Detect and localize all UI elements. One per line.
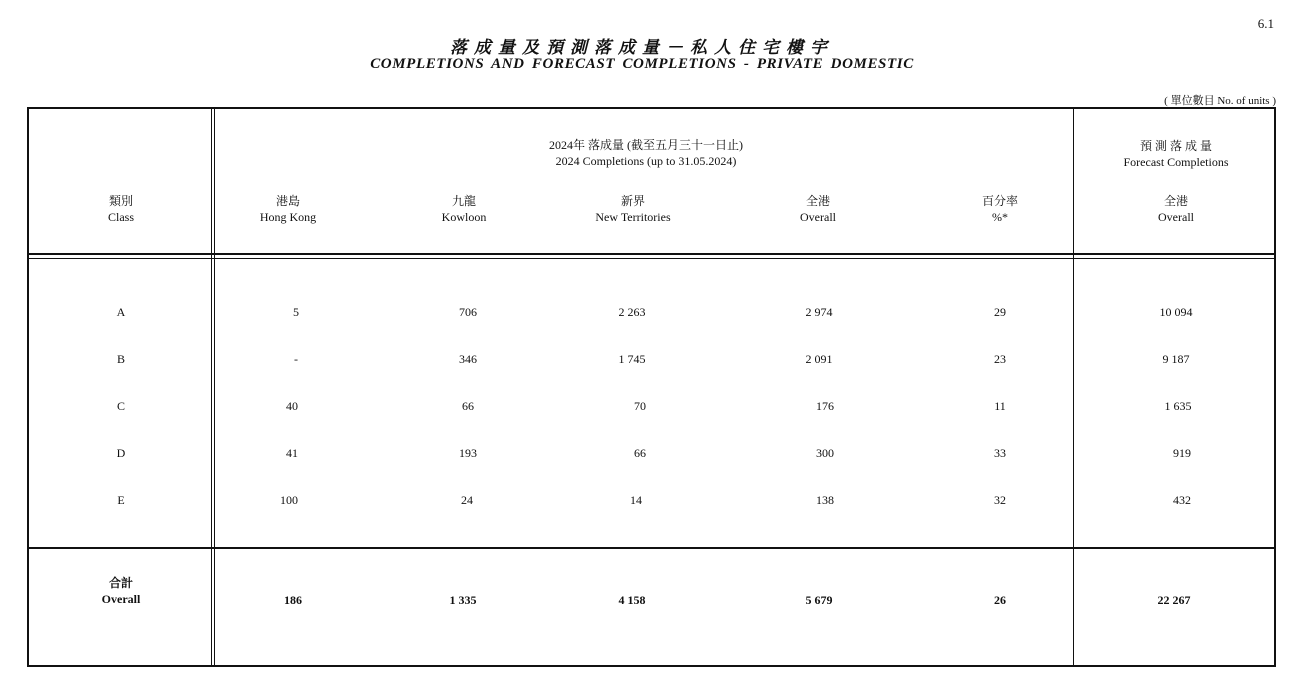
completions-group-header-zh: 2024年 落成量 (截至五月三十一日止) (549, 138, 743, 152)
cell-percentage: 33 (994, 446, 1006, 460)
cell-overall: 2 091 (805, 352, 833, 366)
column-header-overall-zh: 全港 (805, 194, 830, 208)
cell-overall: 300 (816, 446, 834, 460)
cell-new-territories: 1 745 (618, 352, 646, 366)
cell-kowloon: 24 (461, 493, 473, 507)
cell-overall: 2 974 (805, 305, 833, 319)
column-header-hong-kong-en: Hong Kong (259, 210, 317, 224)
cell-hong-kong: 5 (293, 305, 299, 319)
cell-percentage: 23 (994, 352, 1006, 366)
column-header-class (61, 193, 181, 225)
column-header-overall-en: Overall (800, 210, 836, 224)
column-header-kowloon (404, 193, 524, 225)
cell-percentage: 32 (994, 493, 1006, 507)
column-header-percentage-en: %* (992, 210, 1008, 224)
cell-hong-kong: 41 (286, 446, 298, 460)
cell-class: B (116, 352, 125, 366)
forecast-group-header-zh: 預 測 落 成 量 (1139, 139, 1212, 153)
cell-new-territories: 2 263 (618, 305, 646, 319)
cell-forecast: 10 094 (1159, 305, 1193, 319)
cell-forecast: 1 635 (1164, 399, 1192, 413)
column-header-class-en: Class (107, 210, 134, 224)
cell-class: E (117, 493, 125, 507)
header-divider-bottom (28, 258, 1275, 259)
column-header-new-territories-en: New Territories (595, 210, 671, 224)
cell-percentage: 11 (994, 399, 1006, 413)
column-header-kowloon-zh: 九龍 (451, 194, 476, 208)
total-label (61, 575, 181, 607)
column-header-kowloon-en: Kowloon (441, 210, 487, 224)
forecast-group-header-en: Forecast Completions (1123, 155, 1229, 169)
cell-forecast: 432 (1173, 493, 1191, 507)
page-number: 6.1 (1257, 16, 1274, 31)
cell-new-territories: 14 (630, 493, 642, 507)
total-label-en: Overall (101, 592, 141, 606)
column-header-forecast-overall-en: Overall (1158, 210, 1194, 224)
cell-new-territories: 70 (634, 399, 646, 413)
cell-class: A (116, 305, 126, 319)
column-header-percentage-zh: 百分率 (981, 194, 1018, 208)
cell-kowloon: 346 (459, 352, 477, 366)
forecast-group-header (1076, 138, 1276, 170)
cell-forecast: 919 (1173, 446, 1191, 460)
cell-hong-kong: 100 (280, 493, 298, 507)
cell-kowloon: 193 (459, 446, 477, 460)
title-english: COMPLETIONS AND FORECAST COMPLETIONS - PRIVATE DOMESTIC (370, 56, 914, 72)
column-header-new-territories (573, 193, 693, 225)
column-header-new-territories-zh: 新界 (620, 194, 645, 208)
cell-overall: 176 (816, 399, 834, 413)
unit-note: ( 單位數目 No. of units ) (1164, 95, 1276, 107)
cell-kowloon: 706 (459, 305, 477, 319)
cell-percentage: 29 (994, 305, 1006, 319)
header-divider-top (28, 253, 1275, 255)
title-chinese: 落成量及預測落成量－私人住宅樓宇 (450, 38, 834, 57)
cell-class: C (116, 399, 125, 413)
total-overall: 5 679 (805, 593, 833, 607)
column-header-class-zh: 類別 (108, 194, 133, 208)
total-percentage: 26 (994, 593, 1006, 607)
total-hong-kong: 186 (284, 593, 302, 607)
cell-forecast: 9 187 (1162, 352, 1190, 366)
cell-hong-kong: 40 (286, 399, 298, 413)
divider-class-right (214, 108, 215, 667)
completions-group-header-en: 2024 Completions (up to 31.05.2024) (555, 154, 737, 168)
column-header-overall (758, 193, 878, 225)
total-kowloon: 1 335 (449, 593, 477, 607)
total-label-zh: 合計 (108, 576, 133, 590)
cell-class: D (116, 446, 126, 460)
column-header-forecast-overall-zh: 全港 (1163, 194, 1188, 208)
total-forecast: 22 267 (1157, 593, 1191, 607)
total-new-territories: 4 158 (618, 593, 646, 607)
cell-hong-kong: - (294, 352, 298, 366)
column-header-forecast-overall (1116, 193, 1236, 225)
column-header-hong-kong-zh: 港島 (275, 194, 300, 208)
total-divider (28, 547, 1275, 549)
cell-overall: 138 (816, 493, 834, 507)
column-header-percentage (940, 193, 1060, 225)
column-header-hong-kong (228, 193, 348, 225)
divider-class-left (211, 108, 212, 667)
divider-forecast (1073, 108, 1074, 667)
completions-group-header (446, 137, 846, 169)
cell-kowloon: 66 (462, 399, 474, 413)
cell-new-territories: 66 (634, 446, 646, 460)
